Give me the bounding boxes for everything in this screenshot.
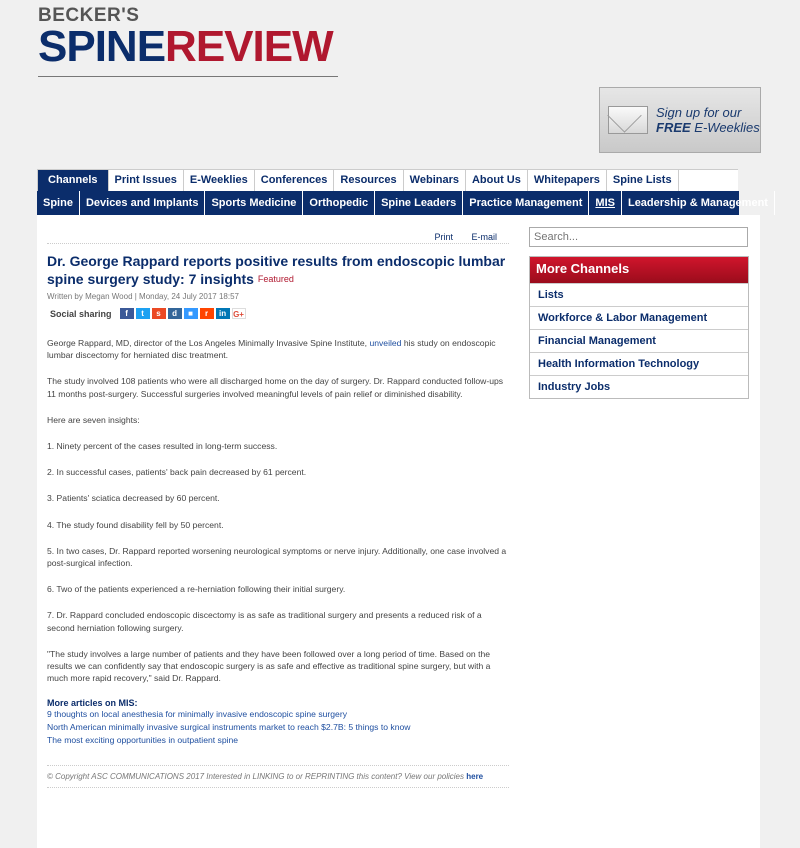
logo-underline (38, 76, 338, 77)
insight-5: 5. In two cases, Dr. Rappard reported worsening neurological symptoms or nerve injury. Additionally, one case involved a post-surgical infection. (47, 545, 507, 569)
nav-about-us[interactable]: About Us (465, 170, 527, 192)
article-title: Dr. George Rappard reports positive results from endoscopic lumbar spine surgery study: 7 insights $^{Featured}$ (47, 253, 506, 287)
nav-mis[interactable]: MIS (589, 191, 622, 215)
more-articles-heading: More articles on MIS: (47, 698, 138, 709)
paragraph-intro: George Rappard, MD, director of the Los Angeles Minimally Invasive Spine Institute, unveiled his study on endoscopic lumbar discectomy for herniated disc treatment. (47, 338, 496, 361)
reddit-icon[interactable]: r (200, 308, 214, 319)
nav-print-issues[interactable]: Print Issues (108, 170, 183, 192)
channel-lists[interactable]: Lists (530, 283, 748, 306)
print-link[interactable]: Print (434, 232, 453, 242)
paragraph: The study involved 108 patients who were all discharged home on the day of surgery. Dr. Rappard conducted follow-ups 11 months post-surgery. Successful surgeries involved meaningful levels of pain relief or diminished disability. (47, 376, 504, 399)
nav-devices-implants[interactable]: Devices and Implants (80, 191, 206, 215)
insight-6: 6. Two of the patients experienced a re-herniation following their initial surgery. (47, 584, 346, 595)
nav-leadership-management[interactable]: Leadership & Management (622, 191, 775, 215)
signup-text: Sign up for our FREE E-Weeklies (656, 105, 760, 135)
more-article-link[interactable]: North American minimally invasive surgical instruments market to reach $2.7B: 5 things to know (47, 722, 411, 733)
nav-spine-leaders[interactable]: Spine Leaders (375, 191, 463, 215)
more-article-link[interactable]: The most exciting opportunities in outpatient spine (47, 735, 239, 746)
nav-resources[interactable]: Resources (333, 170, 402, 192)
copyright: © Copyright ASC COMMUNICATIONS 2017 Interested in LINKING to or REPRINTING this content? View our policies here (47, 765, 509, 788)
insight-2: 2. In successful cases, patients' back pain decreased by 61 percent. (47, 467, 307, 478)
nav-conferences[interactable]: Conferences (254, 170, 334, 192)
logo-becker: BECKER'S (38, 5, 140, 26)
unveiled-link[interactable]: unveiled (369, 338, 402, 348)
channel-health-it[interactable]: Health Information Technology (530, 352, 748, 375)
insight-1: 1. Ninety percent of the cases resulted in long-term success. (47, 441, 278, 452)
more-channels-title: More Channels (530, 257, 748, 283)
more-articles (47, 708, 509, 747)
featured-badge: Featured (257, 274, 294, 284)
nav-whitepapers[interactable]: Whitepapers (527, 170, 606, 192)
email-link[interactable]: E-mail (471, 232, 497, 242)
nav-spine[interactable]: Spine (37, 191, 80, 215)
delicious-icon[interactable]: ■ (184, 308, 198, 319)
more-channels-panel (529, 256, 749, 399)
paragraph: Here are seven insights: (47, 414, 140, 425)
nav-e-weeklies[interactable]: E-Weeklies (183, 170, 254, 192)
linkedin-icon[interactable]: in (216, 308, 230, 319)
insight-4: 4. The study found disability fell by 50 percent. (47, 519, 224, 530)
digg-icon[interactable]: d (168, 308, 182, 319)
more-article-link[interactable]: 9 thoughts on local anesthesia for minimally invasive endoscopic spine surgery (47, 709, 347, 720)
policies-link[interactable]: here (466, 772, 484, 782)
channel-workforce[interactable]: Workforce & Labor Management (530, 306, 748, 329)
quote: "The study involves a large number of patients and they have been followed over a long period of time. Based on the results we can confidently say that endoscopic surgery is as safe and effective as traditional spine surgery, but with a much more rapid recovery," said Dr. Rappard. (47, 648, 491, 684)
article-body (47, 337, 509, 684)
main-content (37, 215, 760, 848)
insight-7: 7. Dr. Rappard concluded endoscopic discectomy is as safe as traditional surgery and presents a reduced risk of a second herniation following surgery. (47, 610, 482, 633)
site-logo[interactable] (38, 5, 333, 71)
nav-sports-medicine[interactable]: Sports Medicine (205, 191, 303, 215)
google-plus-icon[interactable]: G+ (233, 310, 244, 319)
article-meta: Written by Megan Wood | Monday, 24 July 2017 18:57 (47, 292, 239, 301)
nav-webinars[interactable]: Webinars (403, 170, 465, 192)
envelope-icon (608, 106, 648, 134)
nav-orthopedic[interactable]: Orthopedic (303, 191, 375, 215)
article-toolbar (47, 229, 509, 244)
social-label: Social sharing (50, 308, 112, 319)
stumbleupon-icon[interactable]: s (152, 308, 166, 319)
social-sharing (47, 308, 509, 319)
article (47, 229, 509, 788)
insight-3: 3. Patients' sciatica decreased by 60 percent. (47, 493, 220, 504)
secondary-nav (37, 191, 768, 215)
primary-nav (37, 169, 738, 191)
facebook-icon[interactable]: f (120, 308, 134, 319)
nav-spine-lists[interactable]: Spine Lists (606, 170, 678, 192)
channel-industry-jobs[interactable]: Industry Jobs (530, 375, 748, 398)
nav-practice-management[interactable]: Practice Management (463, 191, 589, 215)
search-input[interactable] (529, 227, 748, 247)
signup-banner[interactable] (599, 87, 761, 153)
nav-filler (678, 170, 738, 192)
channel-financial[interactable]: Financial Management (530, 329, 748, 352)
nav-channels[interactable]: Channels (37, 170, 108, 192)
twitter-icon[interactable]: t (136, 308, 150, 319)
logo-wordmark: SPINEREVIEW (38, 22, 333, 71)
